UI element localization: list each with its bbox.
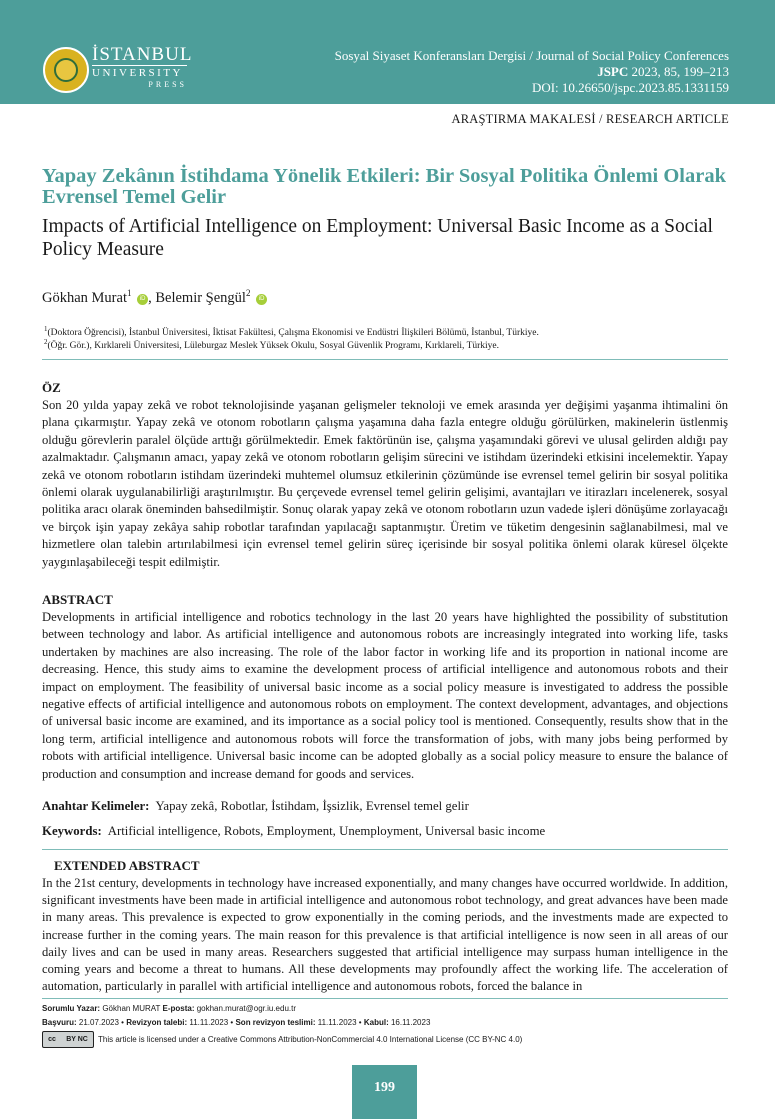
by-nc-icon: BY NC [66,1036,88,1043]
orcid-icon[interactable]: iD [256,294,267,305]
journal-header [0,0,775,104]
keywords-en-label: Keywords: [42,824,102,838]
author-affiliation-number: 1 [126,288,132,298]
keywords-tr-text: Yapay zekâ, Robotlar, İstihdam, İşsizlik, Evrensel temel gelir [155,799,469,813]
doi-link[interactable]: DOI: 10.26650/jspc.2023.85.1331159 [531,80,729,95]
affiliation-2 [44,336,744,352]
date-label: Revizyon talebi: [126,1018,188,1027]
date-label: Kabul: [363,1018,389,1027]
keywords-english [42,824,545,839]
submission-dates [42,1018,430,1028]
email-link[interactable]: gokhan.murat@ogr.iu.edu.tr [194,1004,296,1013]
orcid-icon[interactable]: iD [137,294,148,305]
author-affiliation-number: 2 [245,288,251,298]
journal-issue-pages: 2023, 85, 199–213 [628,64,729,79]
date-value: 16.11.2023 [388,1018,431,1027]
author-name: Gökhan Murat [42,289,127,306]
bullet: • [230,1018,234,1027]
extended-abstract-heading: EXTENDED ABSTRACT [54,858,200,873]
abstract-text: Developments in artificial intelligence and robotics technology in the last 20 years have highlighted the possibility of substitution between technology and labor. As artificial intelligence and autonomous robots are increasingly integrated into working life, tasks undertaken by machines are also increasing. The role of the labor factor in working life and its proportion in national income are decreasing. Hence, this study aims to examine the development process of artificial intelligence and autonomous robots and their impact on employment. The feasibility of universal basic income as a social policy measure is investigated to address the possible negative effects of artificial intelligence and autonomous robots on employment. The context development, advantages, and objections of universal basic income are examined, and its importance as a social policy tool is mentioned. Consequently, results show that in the long term, artificial intelligence and autonomous robots will force the transformation of jobs, with many jobs being performed by robots with artificial intelligence. Universal basic income can be adopted globally as a social policy measure to ensure the balance of production and consumption and increase demand for goods and services. [42,610,728,781]
affiliation-text: (Öğr. Gör.), Kırklareli Üniversitesi, Lüleburgaz Meslek Yüksek Okulu, Sosyal Güvenlik Programı, Kırklareli, Türkiye. [47,341,500,352]
university-seal-logo [43,47,89,93]
journal-info [335,48,729,96]
logo-line-istanbul: İSTANBUL [92,44,193,65]
corresponding-author [42,1004,296,1014]
keywords-en-text: Artificial intelligence, Robots, Employment, Unemployment, Universal basic income [107,824,546,838]
oz-heading: ÖZ [42,380,61,395]
author-list [42,288,267,307]
title-english: Impacts of Artificial Intelligence on Employment: Universal Basic Income as a Social Policy Measure [42,216,713,260]
license-text[interactable]: This article is licensed under a Creative Commons Attribution-NonCommercial 4.0 International License (CC BY-NC 4.0) [98,1035,523,1044]
article-type-label: ARAŞTIRMA MAKALESİ / RESEARCH ARTICLE [451,112,729,126]
journal-name: Sosyal Siyaset Konferansları Dergisi / Journal of Social Policy Conferences [334,48,729,63]
bullet: • [121,1018,124,1027]
divider [42,359,728,360]
affiliation-text: (Doktora Öğrencisi), İstanbul Üniversitesi, İktisat Fakültesi, Çalışma Ekonomisi ve Endüstri İlişkileri Bölümü, İstanbul, Türkiye. [47,328,539,339]
oz-text: Son 20 yılda yapay zekâ ve robot teknolojisinde yaşanan gelişmeler teknoloji ve emek arasında yer değişimi yaşanma ihtimalini ön plana çıkarmıştır. Yapay zekâ ve otonom robotların çalışma yaşamına daha fazla entegre olduğu görülürken, makinelerin üstlenmiş olduğu görevlerin paralel ölçüde arttığı görülmektedir. Emek faktörünün ise, çalışma yaşamındaki görevi ve ulusal gelirden aldığı pay azalmaktadır. Çalışmanın amacı, yapay zekâ ve otonom robotların gelişim sürecini ve istihdam üzerindeki etkisini incelemektir. Yapay zekâ ve otonom robotların istihdam üzerindeki muhtemel olumsuz etkilerinin çözümünde ise evrensel temel gelirin bir sosyal politika önlemi olarak uygulanabilirliği araştırılmıştır. Bu çerçevede evrensel temel gelirin gelişimi, avantajları ve itirazları incelenerek, sosyal politika aracı olarak öneminden bahsedilmiştir. Sonuç olarak yapay zekâ ve otonom robotların uzun vadede işleri dönüşüme zorlayacağı ve birçok işin yapay zekâya sahip robotlar tarafından yapılacağı saptanmıştır. Üretim ve tüketim dengesinin sağlanabilmesi, mal ve hizmetlere olan talebin artırılabilmesi için evrensel temel gelirin süreç içerisinde bir sosyal politika önlemi olarak küresel ölçekte yaygınlaşabileceği tespit edilmiştir. [42,398,728,569]
date-label: Başvuru: [42,1018,77,1027]
email-label: E-posta: [162,1004,195,1013]
affiliation-number: 2 [44,338,48,346]
corresponding-label: Sorumlu Yazar: [42,1004,101,1013]
journal-volume [335,64,729,80]
logo-line-university: UNIVERSITY [92,65,187,80]
divider [42,998,728,999]
author-separator: , [148,289,156,306]
corresponding-name: Gökhan MURAT [100,1004,163,1013]
publisher-logo-text [92,44,193,90]
page-number: 199 [352,1065,417,1119]
date-value: 21.07.2023 [76,1018,122,1027]
cc-license-badge-icon[interactable] [42,1031,94,1048]
logo-line-press: PRESS [148,80,187,89]
abstract-heading: ABSTRACT [42,592,113,607]
author-name: Belemir Şengül [155,289,246,306]
keywords-tr-label: Anahtar Kelimeler: [42,799,150,813]
keywords-turkish [42,799,469,814]
date-value: 11.11.2023 [315,1018,359,1027]
date-label: Son revizyon teslimi: [235,1018,316,1027]
bullet: • [358,1018,362,1027]
date-value: 11.11.2023 [187,1018,231,1027]
affiliation-number: 1 [44,325,48,333]
title-turkish: Yapay Zekânın İstihdama Yönelik Etkileri: Bir Sosyal Politika Önlemi Olarak Evrensel Temel Gelir [42,165,726,208]
extended-abstract-text: In the 21st century, developments in technology have increased exponentially, and many changes have occurred worldwide. In addition, significant investments have been made in artificial intelligence and autonomous robot technology, and great advances have been made in many areas. This prevalence is expected to grow exponentially in the coming periods, and the investments made are expected to increase further in the coming years. The main reason for this prevalence is that artificial intelligence is now seen in all areas of our daily lives and can be used in many areas. Researchers suggested that artificial intelligence may surpass human intelligence in the coming years and become a threat to humans. All these developments may profoundly affect the working life. The acceleration of automation, particularly in parallel with artificial intelligence and autonomous robots, forced the balance in [42,876,728,994]
divider [42,849,728,850]
journal-abbr: JSPC [597,64,629,79]
cc-icon: cc [48,1036,56,1043]
